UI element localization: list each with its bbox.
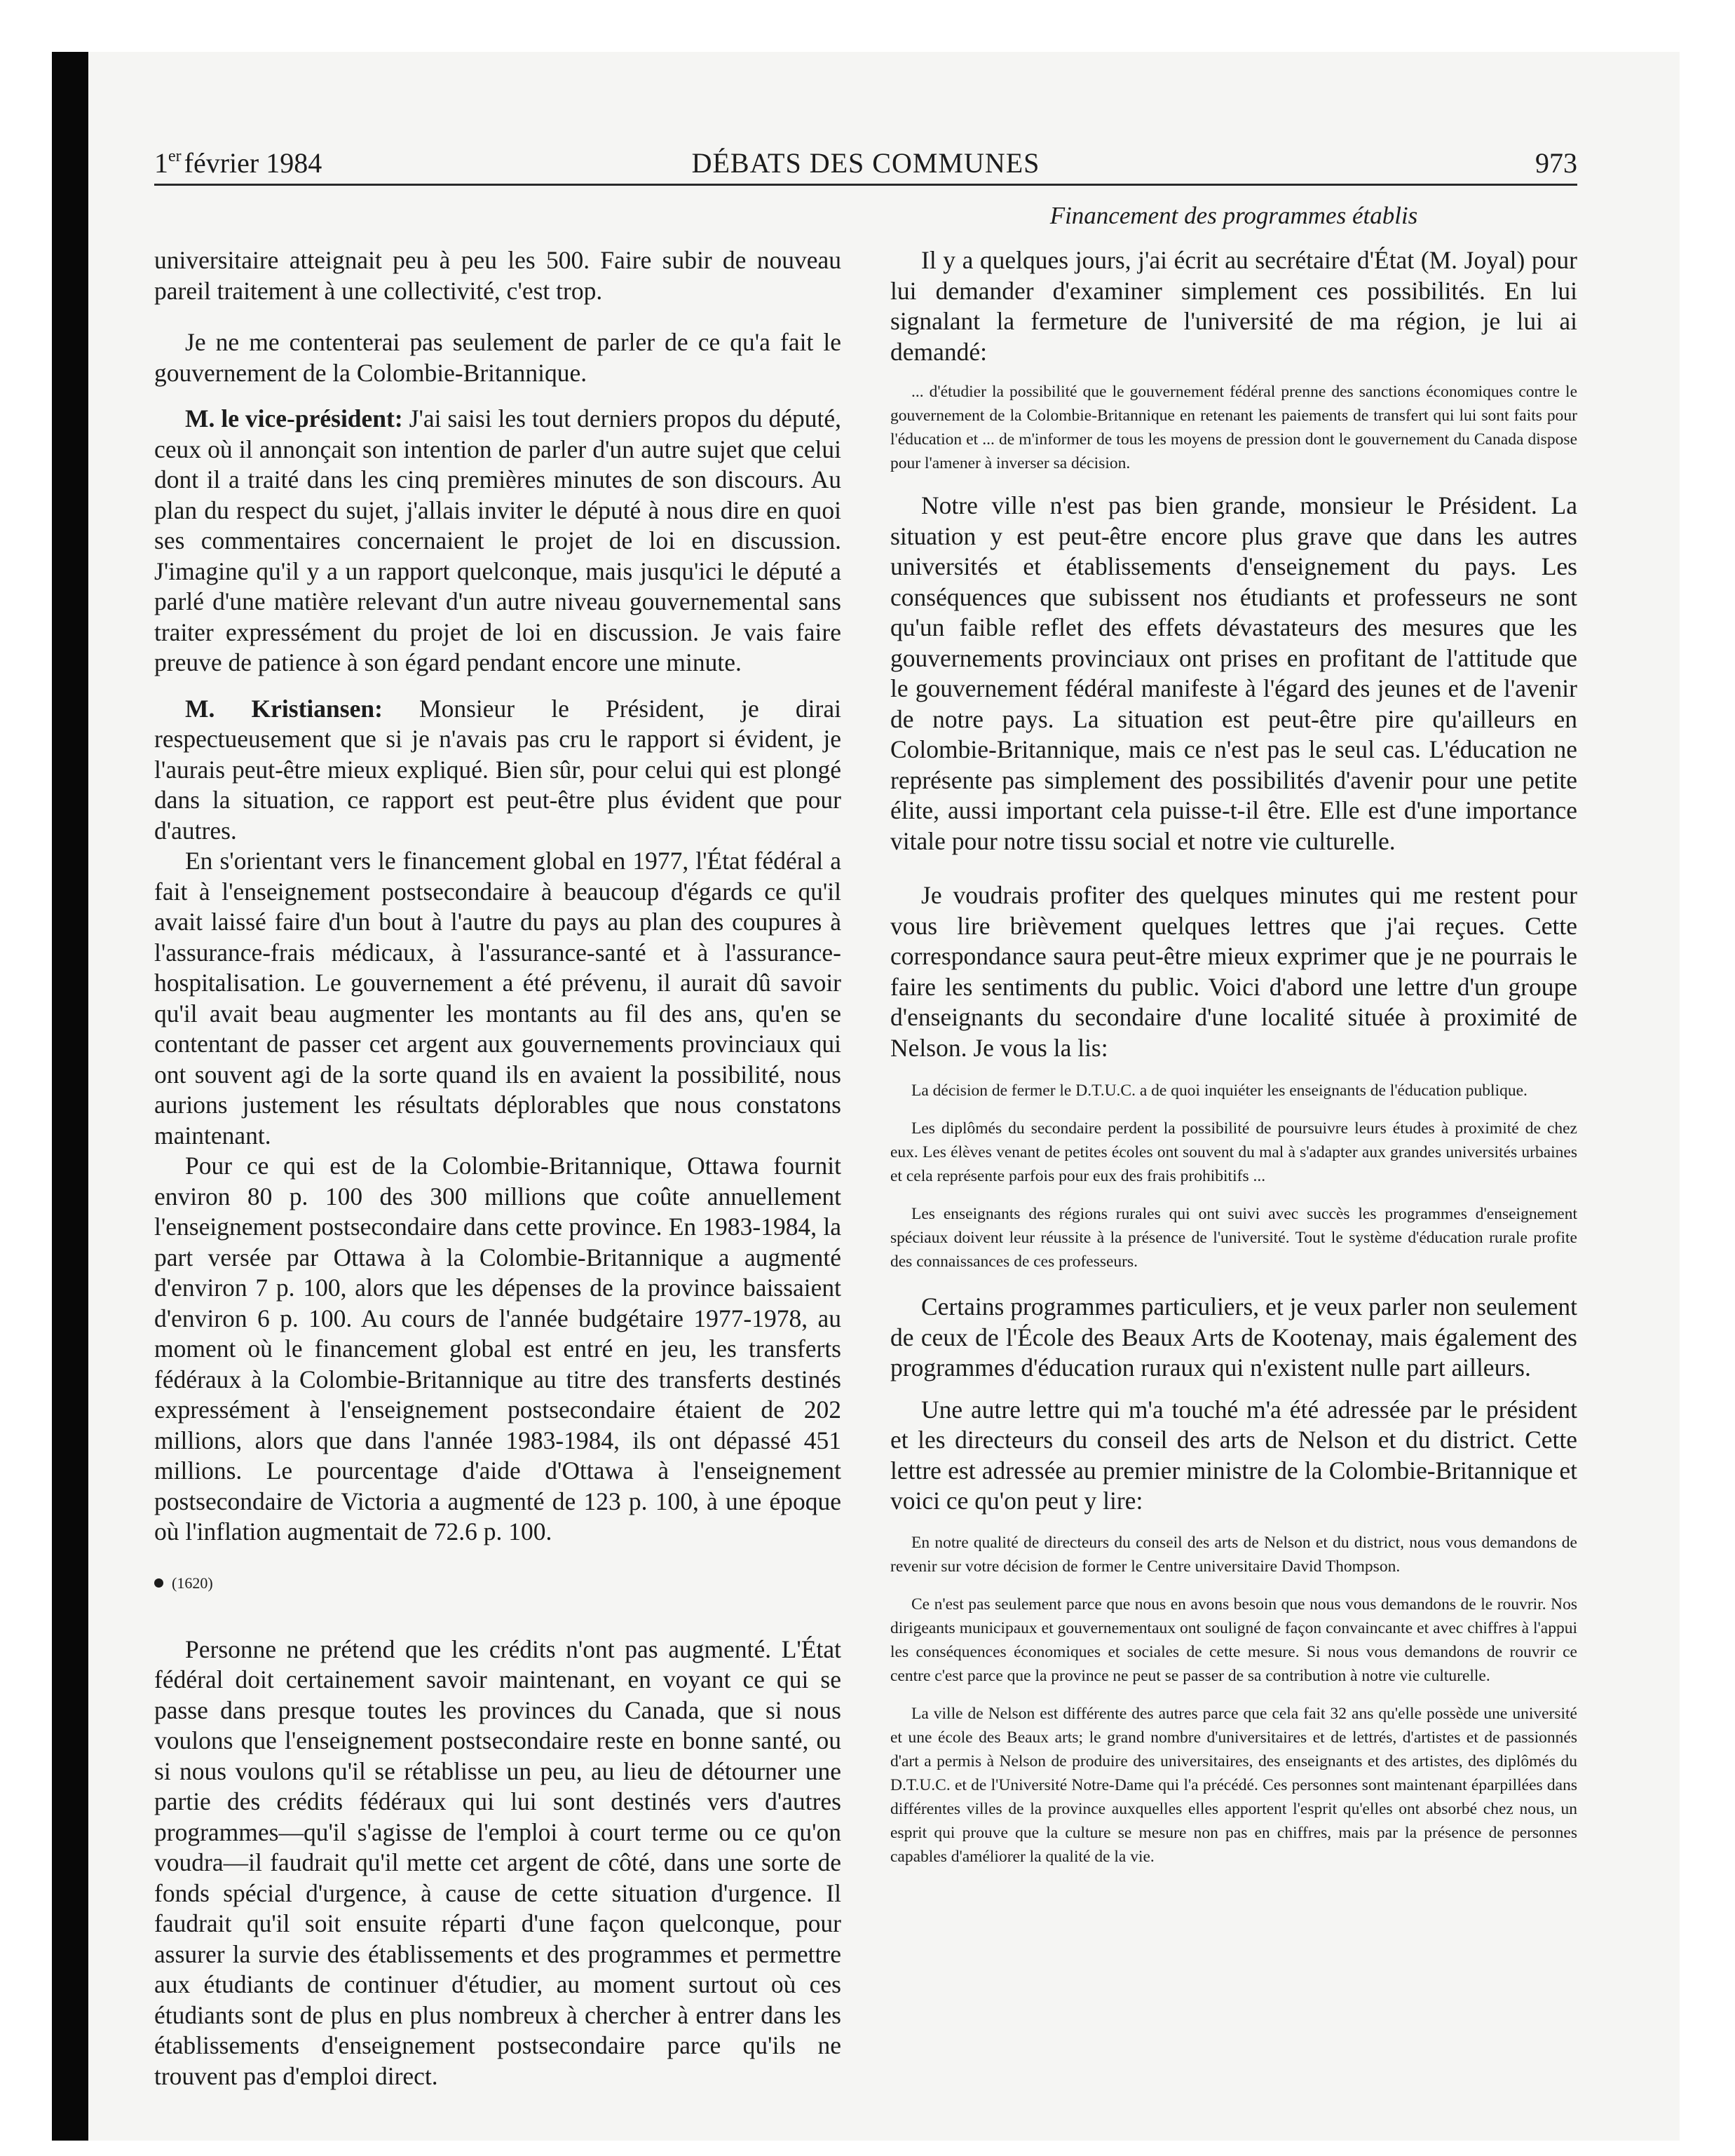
quoted-text: Les diplômés du secondaire perdent la possibilité de poursuivre leurs études à proximité de chez eux. Les élèves venant de petites écoles ont souvent du mal à s'adapter aux grandes universités urbaines et cela représente parfois pour eux des frais prohibitifs ...	[890, 1119, 1577, 1185]
header-title: DÉBATS DES COMMUNES	[691, 147, 1040, 179]
speaker-name: M. le vice-président:	[185, 404, 403, 432]
left-column	[154, 245, 841, 2092]
header-page-number: 973	[1535, 147, 1577, 179]
bullet-icon	[154, 1578, 163, 1588]
quoted-text: La décision de fermer le D.T.U.C. a de quoi inquiéter les enseignants de l'éducation publique.	[911, 1082, 1528, 1100]
paragraph: Notre ville n'est pas bien grande, monsieur le Président. La situation y est peut-être encore plus grave que dans les autres universités et établissements d'enseignement du pays. Les conséquences que subissent nos étudiants et professeurs ne sont qu'un faible reflet des effets dévastateurs des mesures que les gouvernements provinciaux ont prises en profitant de l'attitude que le gouvernement fédéral manifeste à l'égard des jeunes et de l'avenir de notre pays. La situation est peut-être pire qu'ailleurs en Colombie-Britannique, mais ce n'est pas le seul cas. L'éducation ne représente pas simplement des possibilités d'avenir pour une petite élite, aussi important cela puisse-t-il être. Elle est d'une importance vitale pour notre tissu social et notre vie culturelle.	[890, 491, 1577, 855]
paragraph: En s'orientant vers le financement global en 1977, l'État fédéral a fait à l'enseignement postsecondaire à beaucoup d'égards ce qu'il avait laissé faire d'un bout à l'autre du pays au plan des coupures à l'assurance-frais médicaux, à l'assurance-santé et à l'assurance-hospitalisation. Le gouvernement a été prévenu, il aurait dû savoir qu'il avait beau augmenter les montants au fil des ans, qu'en se contentant de passer cet argent aux gouvernements provinciaux qui ont souvent agi de la sorte quand ils en avaient la possibilité, nous aurions justement les résultats déplorables que nous constatons maintenant.	[154, 847, 841, 1149]
quoted-text: La ville de Nelson est différente des autres parce que cela fait 32 ans qu'elle possède une université et une école des Beaux arts; le grand nombre d'universitaires et de lettrés, d'artistes et de passionnés d'art a permis à Nelson de produire des universitaires, des enseignants et des artistes, des diplômés du D.T.U.C. et de l'Université Notre-Dame qui l'a précédé. Ces personnes sont maintenant éparpillées dans différentes villes de la province auxquelles elles apportent l'esprit qu'elles ont absorbé chez nous, un esprit qui prouve que la culture se mesure non pas en chiffres, mais par la présence de personnes capables d'améliorer la qualité de la vie.	[890, 1704, 1577, 1866]
quoted-text: En notre qualité de directeurs du conseil des arts de Nelson et du district, nous vous demandons de revenir sur votre décision de former le Centre universitaire David Thompson.	[890, 1533, 1577, 1576]
speech-text: J'ai saisi les tout derniers propos du député, ceux où il annonçait son intention de parler d'un autre sujet que celui dont il a traité dans les cinq premières minutes de son discours. Au plan du respect du sujet, j'allais inviter le député à nous dire en quoi ses commentaires concernaient le projet de loi en discussion. J'imagine qu'il y a un rapport quelconque, mais jusqu'ici le député a parlé d'une matière relevant d'un autre niveau gouvernemental sans traiter expressément du projet de loi en discussion. Je vais faire preuve de patience à son égard pendant encore une minute.	[154, 404, 841, 676]
quoted-text: Ce n'est pas seulement parce que nous en avons besoin que nous vous demandons de le rouvrir. Nos dirigeants municipaux et gouvernementaux ont souligné de façon convaincante et avec chiffres à l'appui les conséquences économiques et sociales de cette mesure. Si nous vous demandons de rouvrir ce centre c'est parce que la province ne peut se passer de sa contribution à notre vie culturelle.	[890, 1595, 1577, 1685]
header-date-day: 1	[154, 147, 168, 179]
quoted-text: Les enseignants des régions rurales qui ont suivi avec succès les programmes d'enseignement spéciaux doivent leur réussite à la présence de l'université. Tout le système d'éducation rurale profite des connaissances de ces professeurs.	[890, 1205, 1577, 1271]
header-date-rest: février 1984	[184, 147, 322, 179]
speaker-name: M. Kristiansen:	[185, 694, 383, 723]
paragraph: universitaire atteignait peu à peu les 500. Faire subir de nouveau pareil traitement à une collectivité, c'est trop.	[154, 246, 841, 305]
paragraph: Il y a quelques jours, j'ai écrit au secrétaire d'État (M. Joyal) pour lui demander d'examiner simplement ces possibilités. En lui signalant la fermeture de l'université de ma région, je lui ai demandé:	[890, 246, 1577, 366]
scan-binding-edge	[52, 52, 88, 2141]
right-column	[890, 245, 1577, 1869]
paragraph: Personne ne prétend que les crédits n'ont pas augmenté. L'État fédéral doit certainement savoir maintenant, en voyant ce qui se passe dans presque toutes les provinces du Canada, que si nous voulons que l'enseignement postsecondaire reste en bonne santé, ou si nous voulons qu'il se rétablisse un peu, au lieu de détourner une partie des crédits fédéraux qui lui sont destinés vers d'autres programmes—qu'il s'agisse de l'emploi à court terme ou ce qu'on voudra—il faudrait qu'il mette cet argent de côté, dans une sorte de fonds spécial d'urgence, à cause de cette situation d'urgence. Il faudrait qu'il soit ensuite réparti d'une façon quelconque, pour assurer la survie des établissements et des programmes et permettre aux étudiants de continuer d'étudier, au moment surtout où ces étudiants sont de plus en plus nombreux à chercher à entrer dans les établissements d'enseignement postsecondaire parce qu'ils ne trouvent pas d'emploi direct.	[154, 1635, 841, 2090]
quoted-text: ... d'étudier la possibilité que le gouvernement fédéral prenne des sanctions économiques contre le gouvernement de la Colombie-Britannique en retenant les paiements de transfert qui lui sont faits pour l'éducation et ... de m'informer de tous les moyens de pression dont le gouvernement du Canada dispose pour l'amener à inverser sa décision.	[890, 383, 1577, 472]
speaker-paragraph	[154, 404, 841, 678]
speech-text: Monsieur le Président, je dirai respectueusement que si je n'avais pas cru le rapport si évident, je l'aurais peut-être mieux expliqué. Bien sûr, pour celui qui est plongé dans la situation, ce rapport est peut-être plus évident que pour d'autres.	[154, 694, 841, 845]
subject-heading: Financement des programmes établis	[1049, 202, 1418, 229]
page-header	[154, 144, 1577, 186]
header-date-suffix: er	[168, 147, 182, 165]
speaker-paragraph	[154, 694, 841, 847]
paragraph: Une autre lettre qui m'a touché m'a été adressée par le président et les directeurs du conseil des arts de Nelson et du district. Cette lettre est adressée au premier ministre de la Colombie-Britannique et voici ce qu'on peut y lire:	[890, 1395, 1577, 1515]
time-marker	[154, 1574, 841, 1592]
paragraph: Je voudrais profiter des quelques minutes qui me restent pour vous lire brièvement quelques lettres que j'ai reçues. Cette correspondance saura peut-être mieux exprimer que je ne pourrais le faire les sentiments du public. Voici d'abord une lettre d'un groupe d'enseignants du secondaire d'une localité située à proximité de Nelson. Je vous la lis:	[890, 881, 1577, 1062]
paragraph: Pour ce qui est de la Colombie-Britannique, Ottawa fournit environ 80 p. 100 des 300 millions que coûte annuellement l'enseignement postsecondaire dans cette province. En 1983-1984, la part versée par Ottawa à la Colombie-Britannique a augmenté d'environ 7 p. 100, alors que les dépenses de la province baissaient d'environ 6 p. 100. Au cours de l'année budgétaire 1977-1978, au moment où le financement global est entré en jeu, les transferts fédéraux à la Colombie-Britannique au titre des transferts destinés expressément à l'enseignement postsecondaire étaient de 202 millions, alors que dans l'année 1983-1984, ils ont dépassé 451 millions. Le pourcentage d'aide d'Ottawa à l'enseignement postsecondaire de Victoria a augmenté de 123 p. 100, à une époque où l'inflation augmentait de 72.6 p. 100.	[154, 1152, 841, 1546]
paragraph: Certains programmes particuliers, et je veux parler non seulement de ceux de l'École des Beaux Arts de Kootenay, mais également des programmes d'éducation ruraux qui n'existent nulle part ailleurs.	[890, 1292, 1577, 1381]
paragraph: Je ne me contenterai pas seulement de parler de ce qu'a fait le gouvernement de la Colombie-Britannique.	[154, 328, 841, 387]
time-marker-label: (1620)	[172, 1574, 213, 1592]
